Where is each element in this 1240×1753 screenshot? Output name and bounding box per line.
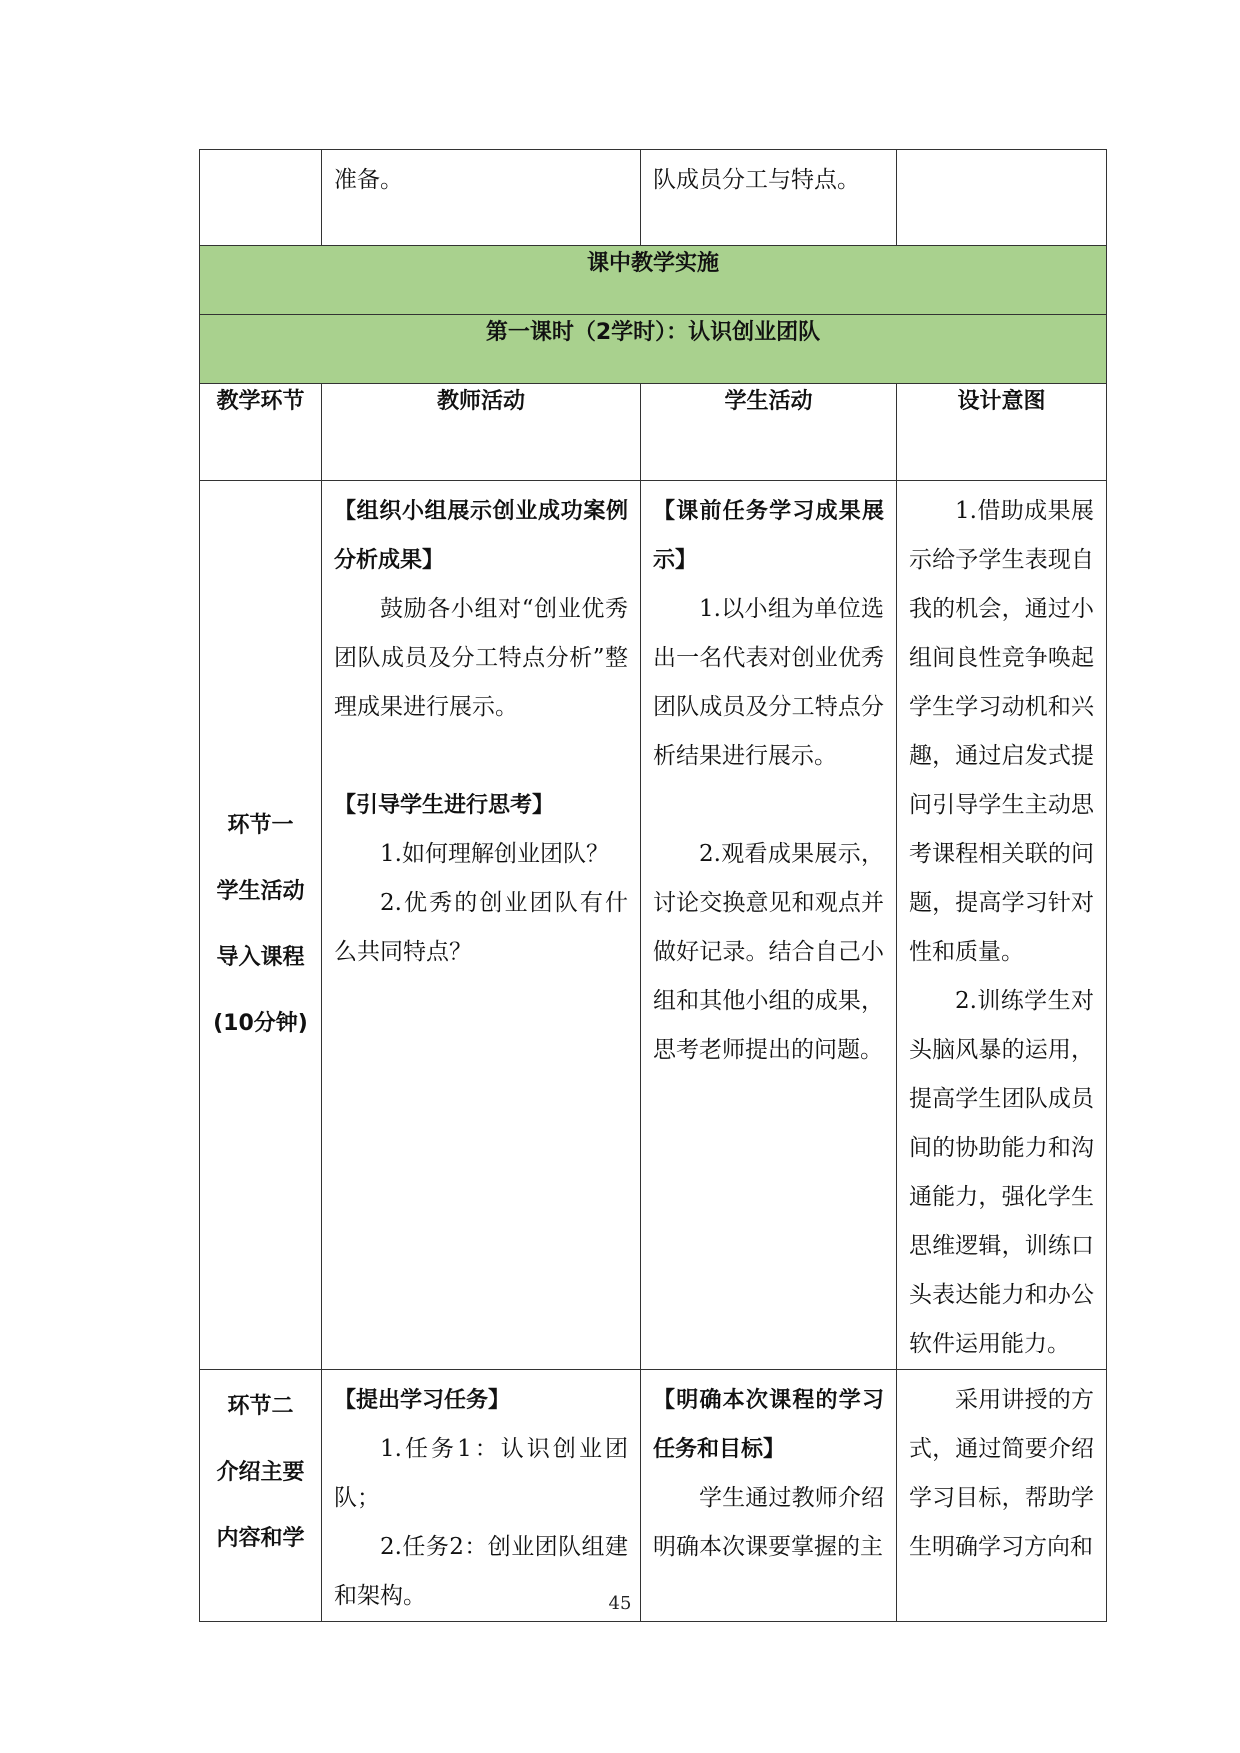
lesson-plan-table: [199, 149, 1107, 1622]
section-one-student: 【课前任务学习成果展示】 1.以小组为单位选出一名代表对创业优秀团队成员及分工特点分析结果进行展示。 2.观看成果展示，讨论交换意见和观点并做好记录。结合自己小组和其他小组的成果，思考老师提出的问题。: [641, 481, 897, 1370]
lesson-one-band: [200, 315, 1107, 384]
page-number: 45: [608, 1593, 632, 1614]
carryover-teacher-cell: 准备。: [322, 150, 641, 246]
carryover-design-cell: [897, 150, 1107, 246]
section-two-design: 采用讲授的方式，通过简要介绍学习目标，帮助学生明确学习方向和: [897, 1370, 1107, 1622]
section-one-design: 1.借助成果展示给予学生表现自我的机会，通过小组间良性竞争唤起学生学习动机和兴趣，通过启发式提问引导学生主动思考课程相关联的问题，提高学习针对性和质量。 2.训练学生对头脑风暴的运用，提高学生团队成员间的协助能力和沟通能力，强化学生思维逻辑，训练口头表达能力和办公软件运用能力。: [897, 481, 1107, 1370]
carryover-stage-cell: [200, 150, 322, 246]
header-stage: 教学环节: [216, 389, 305, 414]
section-two-student: 【明确本次课程的学习任务和目标】 学生通过教师介绍明确本次课要掌握的主: [641, 1370, 897, 1622]
section-one-stage: 环节一 学生活动 导入课程 (10分钟): [200, 481, 322, 1370]
header-teacher: 教师活动: [436, 389, 525, 414]
header-design: 设计意图: [957, 389, 1046, 414]
section-one-row: [200, 481, 1107, 1370]
section-one-teacher: 【组织小组展示创业成功案例分析成果】 鼓励各小组对“创业优秀团队成员及分工特点分析”整理成果进行展示。 【引导学生进行思考】 1.如何理解创业团队？ 2.优秀的创业团队有什么共同特点？: [322, 481, 641, 1370]
section-two-stage: 环节二 介绍主要 内容和学: [200, 1370, 322, 1622]
lesson-title: 第一课时（2学时）：认识创业团队: [485, 320, 821, 345]
carryover-student-cell: 队成员分工与特点。: [641, 150, 897, 246]
column-header-row: [200, 384, 1107, 481]
section-two-teacher: 【提出学习任务】 1.任务1：认识创业团队； 2.任务2：创业团队组建和架构。: [322, 1370, 641, 1622]
in-class-band: [200, 246, 1107, 315]
band-title: 课中教学实施: [586, 251, 719, 276]
carryover-row: [200, 150, 1107, 246]
header-student: 学生活动: [724, 389, 813, 414]
section-two-row: [200, 1370, 1107, 1622]
